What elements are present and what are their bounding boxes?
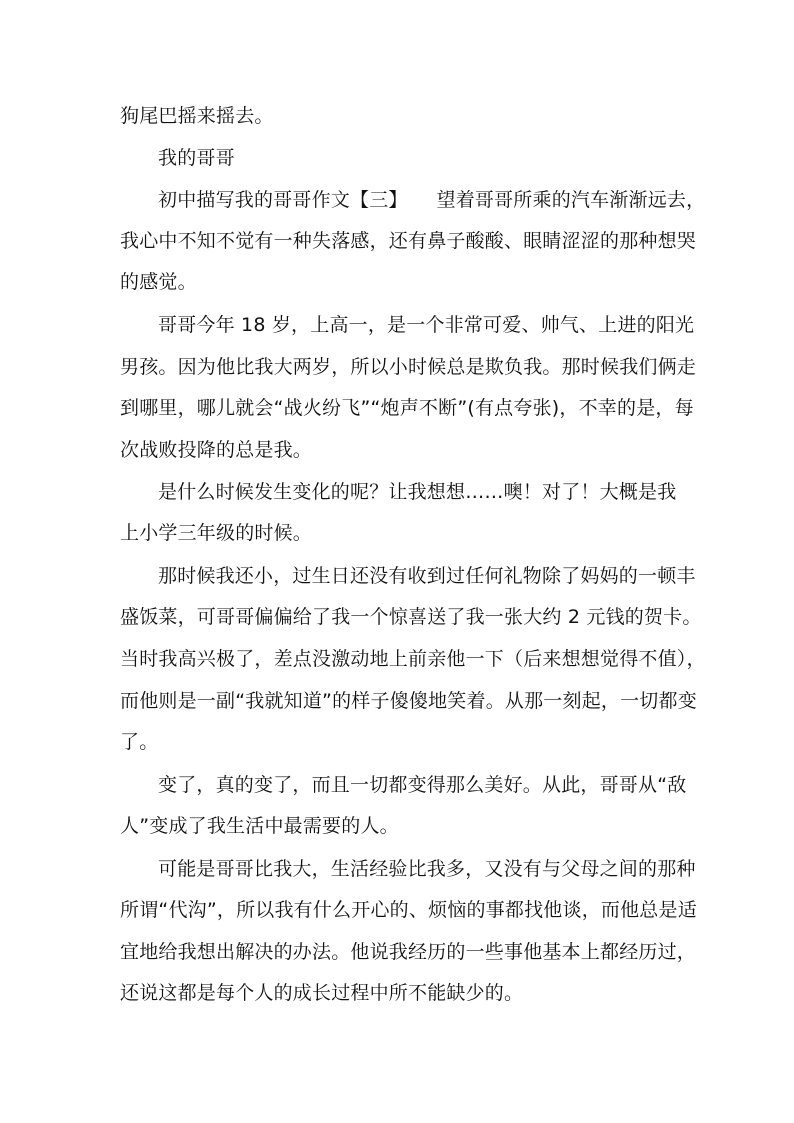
section-heading: 我的哥哥 — [158, 147, 235, 169]
text-line: 了。 — [120, 731, 159, 753]
text-line: 宜地给我想出解决的办法。他说我经历的一些事他基本上都经历过， — [120, 941, 697, 963]
text-line: 哥哥今年 18 岁，上高一，是一个非常可爱、帅气、上进的阳光 — [158, 314, 695, 336]
text-line: 男孩。因为他比我大两岁，所以小时候总是欺负我。那时候我们俩走 — [120, 356, 697, 378]
text-line: 还说这都是每个人的成长过程中所不能缺少的。 — [120, 982, 524, 1004]
text-line: 狗尾巴摇来摇去。 — [120, 105, 274, 127]
text-line: 初中描写我的哥哥作文【三】 望着哥哥所乘的汽车渐渐远去， — [158, 189, 706, 211]
text-line: 变了，真的变了，而且一切都变得那么美好。从此，哥哥从“敌 — [158, 774, 687, 796]
text-line: 可能是哥哥比我大，生活经验比我多，又没有与父母之间的那种 — [158, 858, 696, 880]
text-line: 我心中不知不觉有一种失落感，还有鼻子酸酸、眼睛涩涩的那种想哭 — [120, 230, 697, 252]
text-line: 是什么时候发生变化的呢？让我想想……噢！对了！大概是我 — [158, 481, 677, 503]
text-line: 上小学三年级的时候。 — [120, 522, 313, 544]
text-line: 的感觉。 — [120, 271, 197, 293]
text-line: 人”变成了我生活中最需要的人。 — [120, 815, 399, 837]
text-line: 盛饭菜，可哥哥偏偏给了我一个惊喜送了我一张大约 2 元钱的贺卡。 — [120, 606, 702, 628]
text-line: 所谓“代沟”，所以我有什么开心的、烦恼的事都找他谈，而他总是适 — [120, 899, 697, 921]
text-line: 到哪里，哪儿就会“战火纷飞”“炮声不断”(有点夸张)，不幸的是，每 — [120, 397, 694, 419]
text-line: 次战败投降的总是我。 — [120, 439, 313, 461]
text-line: 当时我高兴极了，差点没激动地上前亲他一下（后来想想觉得不值）， — [120, 648, 706, 670]
text-line: 而他则是一副“我就知道”的样子傻傻地笑着。从那一刻起，一切都变 — [120, 690, 697, 712]
text-line: 那时候我还小，过生日还没有收到过任何礼物除了妈妈的一顿丰 — [158, 565, 696, 587]
